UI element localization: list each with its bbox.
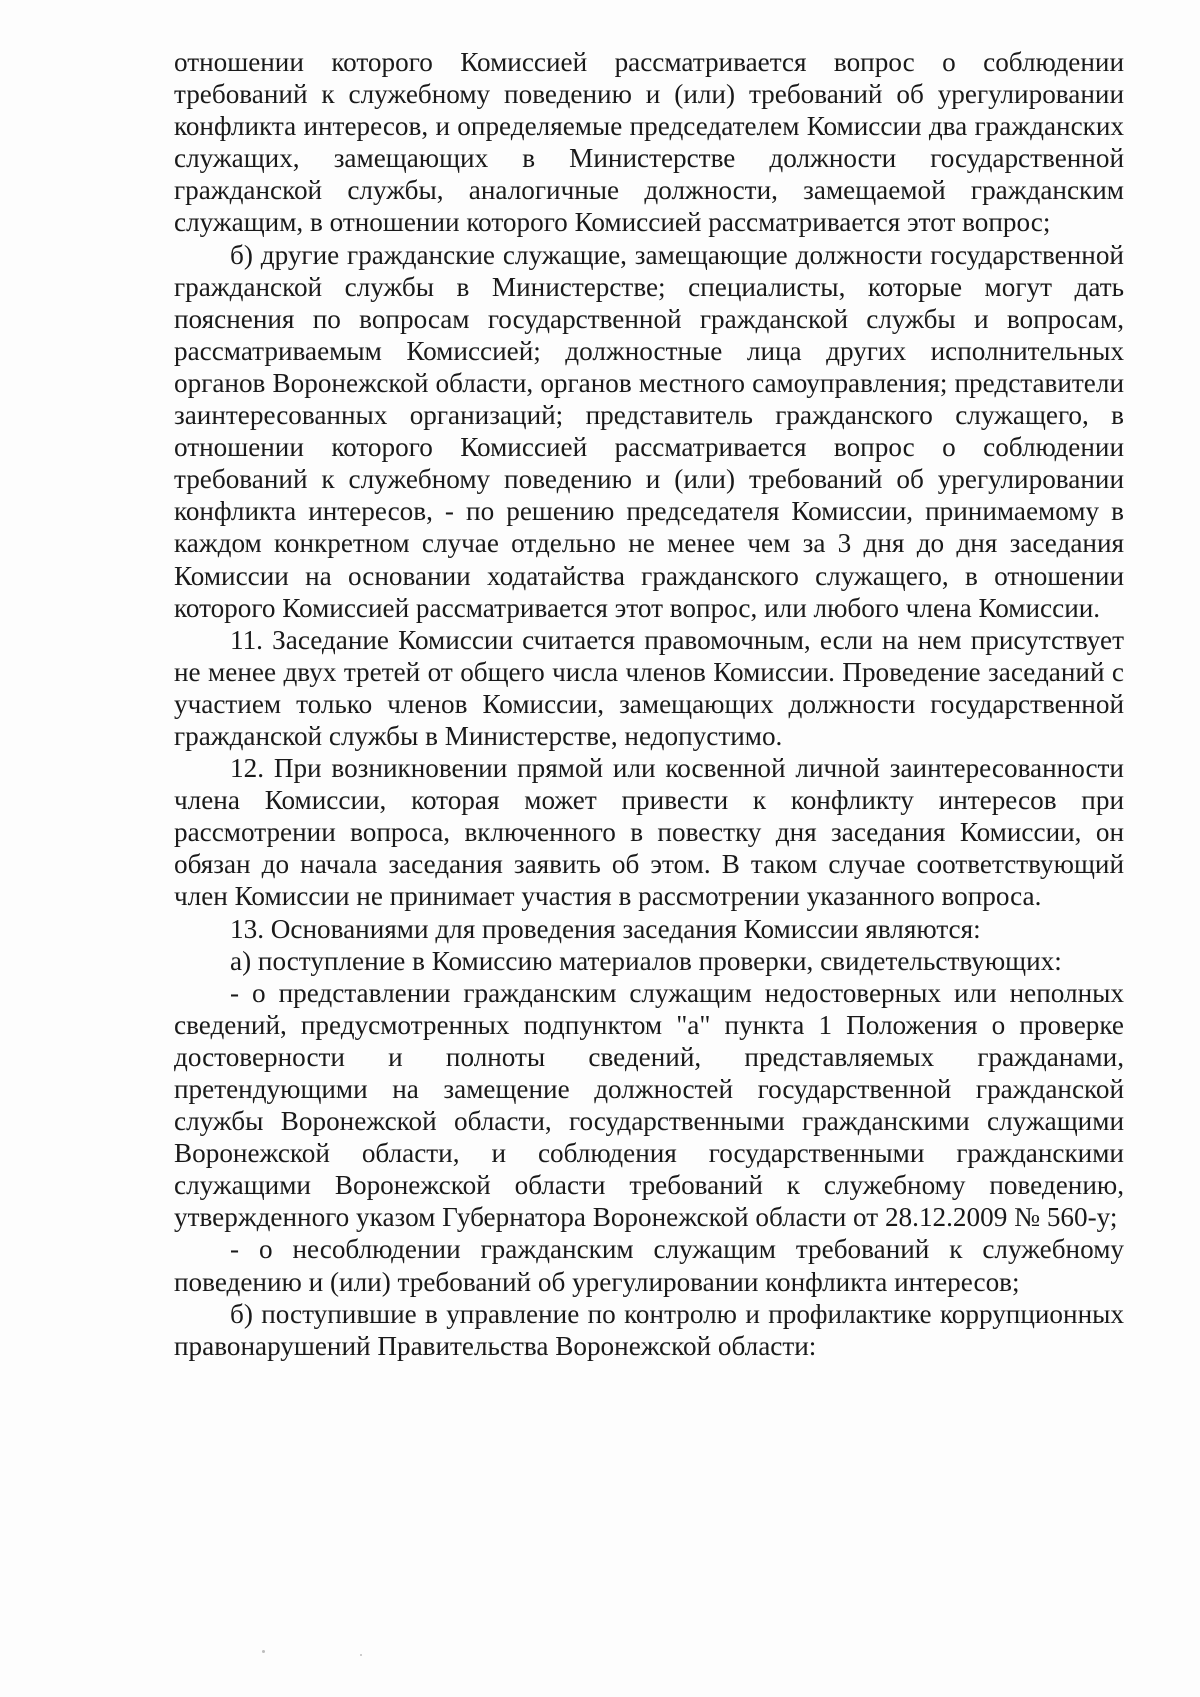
paragraph-item-12: 12. При возникновении прямой или косвенной личной заинтересованности члена Комиссии, которая может привести к конфликту интересов при рассмотрении вопроса, включенного в повестку дня заседания Комиссии, он обязан до начала заседания заявить об этом. В таком случае соответствующий член Комиссии не принимает участия в рассмотрении указанного вопроса. <box>174 753 1124 912</box>
paragraph-subitem-b: б) другие гражданские служащие, замещающие должности государственной гражданской службы в Министерстве; специалисты, которые могут дать пояснения по вопросам государственной гражданской службы и вопросам, рассматриваемым Комиссией; должностные лица других исполнительных органов Воронежской области, органов местного самоуправления; представители заинтересованных организаций; представитель гражданского служащего, в отношении которого Комиссией рассматривается вопрос о соблюдении требований к служебному поведению и (или) требований об урегулировании конфликта интересов, - по решению председателя Комиссии, принимаемому в каждом конкретном случае отдельно не менее чем за 3 дня до дня заседания Комиссии на основании ходатайства гражданского служащего, в отношении которого Комиссией рассматривается этот вопрос, или любого члена Комиссии. <box>174 239 1124 623</box>
document-body <box>174 46 1124 1362</box>
paragraph-subitem-a: а) поступление в Комиссию материалов проверки, свидетельствующих: <box>230 945 1062 976</box>
scan-speck <box>262 1650 265 1653</box>
paragraph-item-13: 13. Основаниями для проведения заседания Комиссии являются: <box>230 913 981 944</box>
paragraph-subitem-b-2: б) поступившие в управление по контролю и профилактике коррупционных правонарушений Правительства Воронежской области: <box>174 1298 1124 1361</box>
paragraph-dash-item-2: - о несоблюдении гражданским служащим требований к служебному поведению и (или) требований об урегулировании конфликта интересов; <box>174 1234 1124 1297</box>
scan-speck <box>360 1654 362 1656</box>
paragraph-continuation: отношении которого Комиссией рассматривается вопрос о соблюдении требований к служебному поведению и (или) требований об урегулировании конфликта интересов, и определяемые председателем Комиссии два гражданских служащих, замещающих в Министерстве должности государственной гражданской службы, аналогичные должности, замещаемой гражданским служащим, в отношении которого Комиссией рассматривается этот вопрос; <box>174 47 1124 238</box>
paragraph-dash-item-1: - о представлении гражданским служащим недостоверных или неполных сведений, предусмотренных подпунктом "а" пункта 1 Положения о проверке достоверности и полноты сведений, представляемых гражданами, претендующими на замещение должностей государственной гражданской службы Воронежской области, государственными гражданскими служащими Воронежской области, и соблюдения государственными гражданскими служащими Воронежской области требований к служебному поведению, утвержденного указом Губернатора Воронежской области от 28.12.2009 № 560-у; <box>174 977 1124 1233</box>
paragraph-item-11: 11. Заседание Комиссии считается правомочным, если на нем присутствует не менее двух третей от общего числа членов Комиссии. Проведение заседаний с участием только членов Комиссии, замещающих должности государственной гражданской службы в Министерстве, недопустимо. <box>174 624 1124 751</box>
